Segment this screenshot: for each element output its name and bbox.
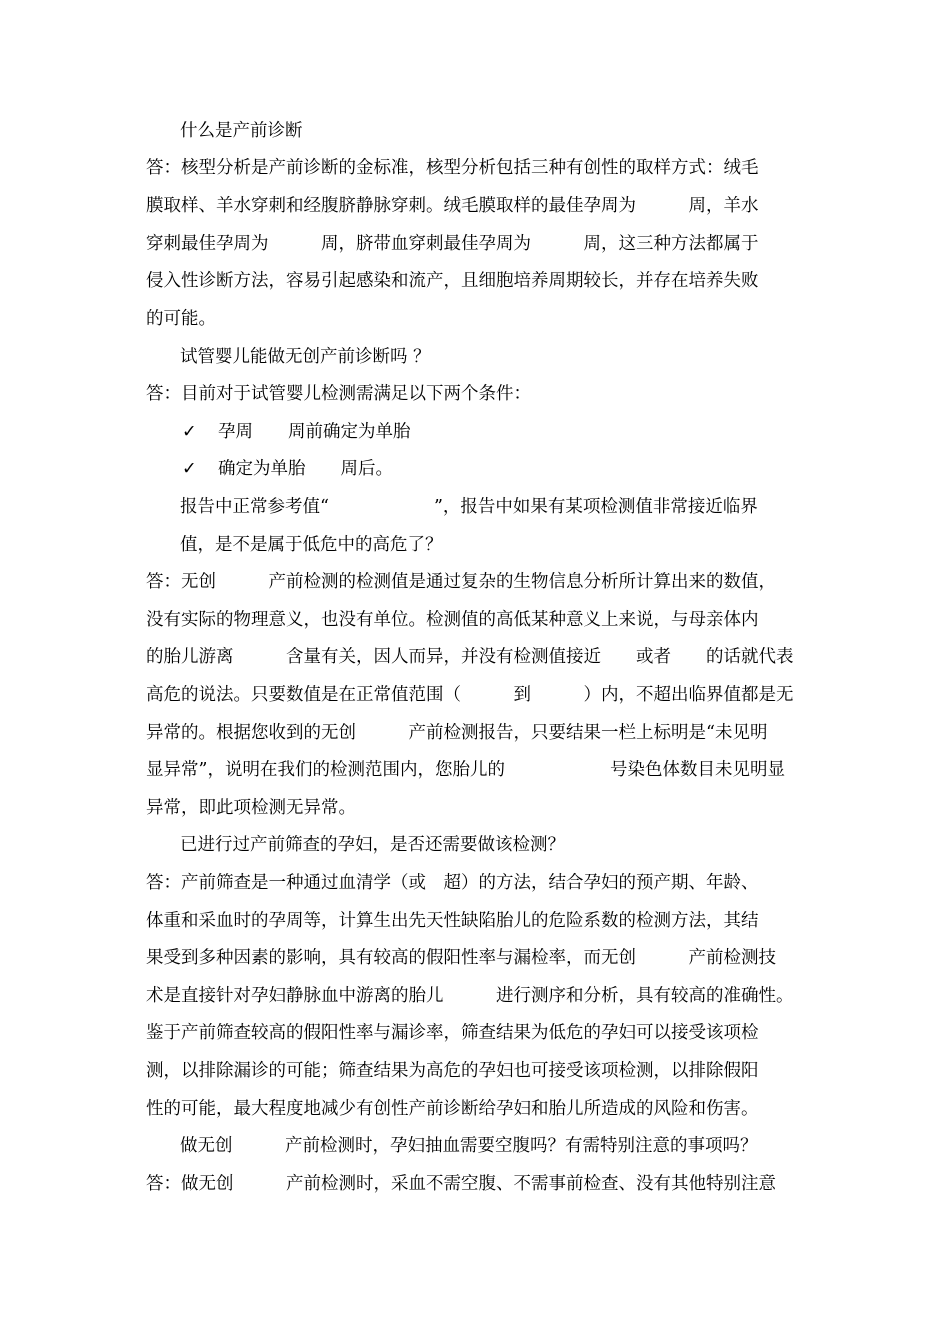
answer-line: 膜取样、羊水穿刺和经腹脐静脉穿刺。绒毛膜取样的最佳孕周为 周，羊水 — [146, 196, 759, 216]
question-heading: 什么是产前诊断 — [180, 121, 303, 141]
answer-line: 性的可能，最大程度地减少有创性产前诊断给孕妇和胎儿所造成的风险和伤害。 — [146, 1099, 759, 1119]
answer-line: 体重和采血时的孕周等，计算生出先天性缺陷胎儿的危险系数的检测方法，其结 — [146, 911, 759, 931]
answer-line: 鉴于产前筛查较高的假阳性率与漏诊率，筛查结果为低危的孕妇可以接受该项检 — [146, 1023, 759, 1043]
answer-line: 答：做无创 产前检测时，采血不需空腹、不需事前检查、没有其他特别注意 — [146, 1174, 776, 1194]
answer-line: 测，以排除漏诊的可能；筛查结果为高危的孕妇也可接受该项检测，以排除假阳 — [146, 1061, 759, 1081]
answer-line: 没有实际的物理意义，也没有单位。检测值的高低某种意义上来说，与母亲体内 — [146, 610, 759, 630]
answer-line: 侵入性诊断方法，容易引起感染和流产，且细胞培养周期较长，并存在培养失败 — [146, 271, 759, 291]
question-heading: 做无创 产前检测时，孕妇抽血需要空腹吗？有需特别注意的事项吗？ — [180, 1136, 758, 1156]
answer-line: 的可能。 — [146, 309, 216, 329]
checkmark-icon: ✓ — [182, 422, 197, 442]
answer-line: 答：核型分析是产前诊断的金标准，核型分析包括三种有创性的取样方式：绒毛 — [146, 158, 759, 178]
answer-line: 答：目前对于试管婴儿检测需满足以下两个条件： — [146, 384, 531, 404]
answer-line: 答：产前筛查是一种通过血清学（或 超）的方法，结合孕妇的预产期、年龄、 — [146, 873, 759, 893]
answer-line: 高危的说法。只要数值是在正常值范围（ 到 ）内，不超出临界值都是无 — [146, 685, 794, 705]
question-heading: 已进行过产前筛查的孕妇，是否还需要做该检测？ — [180, 835, 565, 855]
question-heading: 值，是不是属于低危中的高危了？ — [180, 535, 443, 555]
checkmark-icon: ✓ — [182, 459, 197, 479]
check-item — [182, 458, 806, 480]
answer-line: 异常的。根据您收到的无创 产前检测报告，只要结果一栏上标明是“未见明 — [146, 723, 768, 743]
answer-line: 穿刺最佳孕周为 周，脐带血穿刺最佳孕周为 周，这三种方法都属于 — [146, 234, 759, 254]
answer-line: 显异常”，说明在我们的检测范围内，您胎儿的 号染色体数目未见明显 — [146, 760, 785, 780]
question-heading: 试管婴儿能做无创产前诊断吗 ？ — [180, 347, 431, 367]
answer-line: 答：无创 产前检测的检测值是通过复杂的生物信息分析所计算出来的数值， — [146, 572, 776, 592]
answer-line: 的胎儿游离 含量有关，因人而异，并没有检测值接近 或者 的话就代表 — [146, 647, 794, 667]
check-item-text: 孕周 周前确定为单胎 — [218, 422, 411, 442]
check-item-text: 确定为单胎 周后。 — [218, 459, 393, 479]
check-item — [182, 421, 806, 443]
answer-line: 术是直接针对孕妇静脉血中游离的胎儿 进行测序和分析，具有较高的准确性。 — [146, 986, 794, 1006]
answer-line: 果受到多种因素的影响，具有较高的假阳性率与漏检率，而无创 产前检测技 — [146, 948, 776, 968]
answer-line: 异常，即此项检测无异常。 — [146, 798, 356, 818]
question-heading: 报告中正常参考值“ ”，报告中如果有某项检测值非常接近临界 — [180, 497, 758, 517]
